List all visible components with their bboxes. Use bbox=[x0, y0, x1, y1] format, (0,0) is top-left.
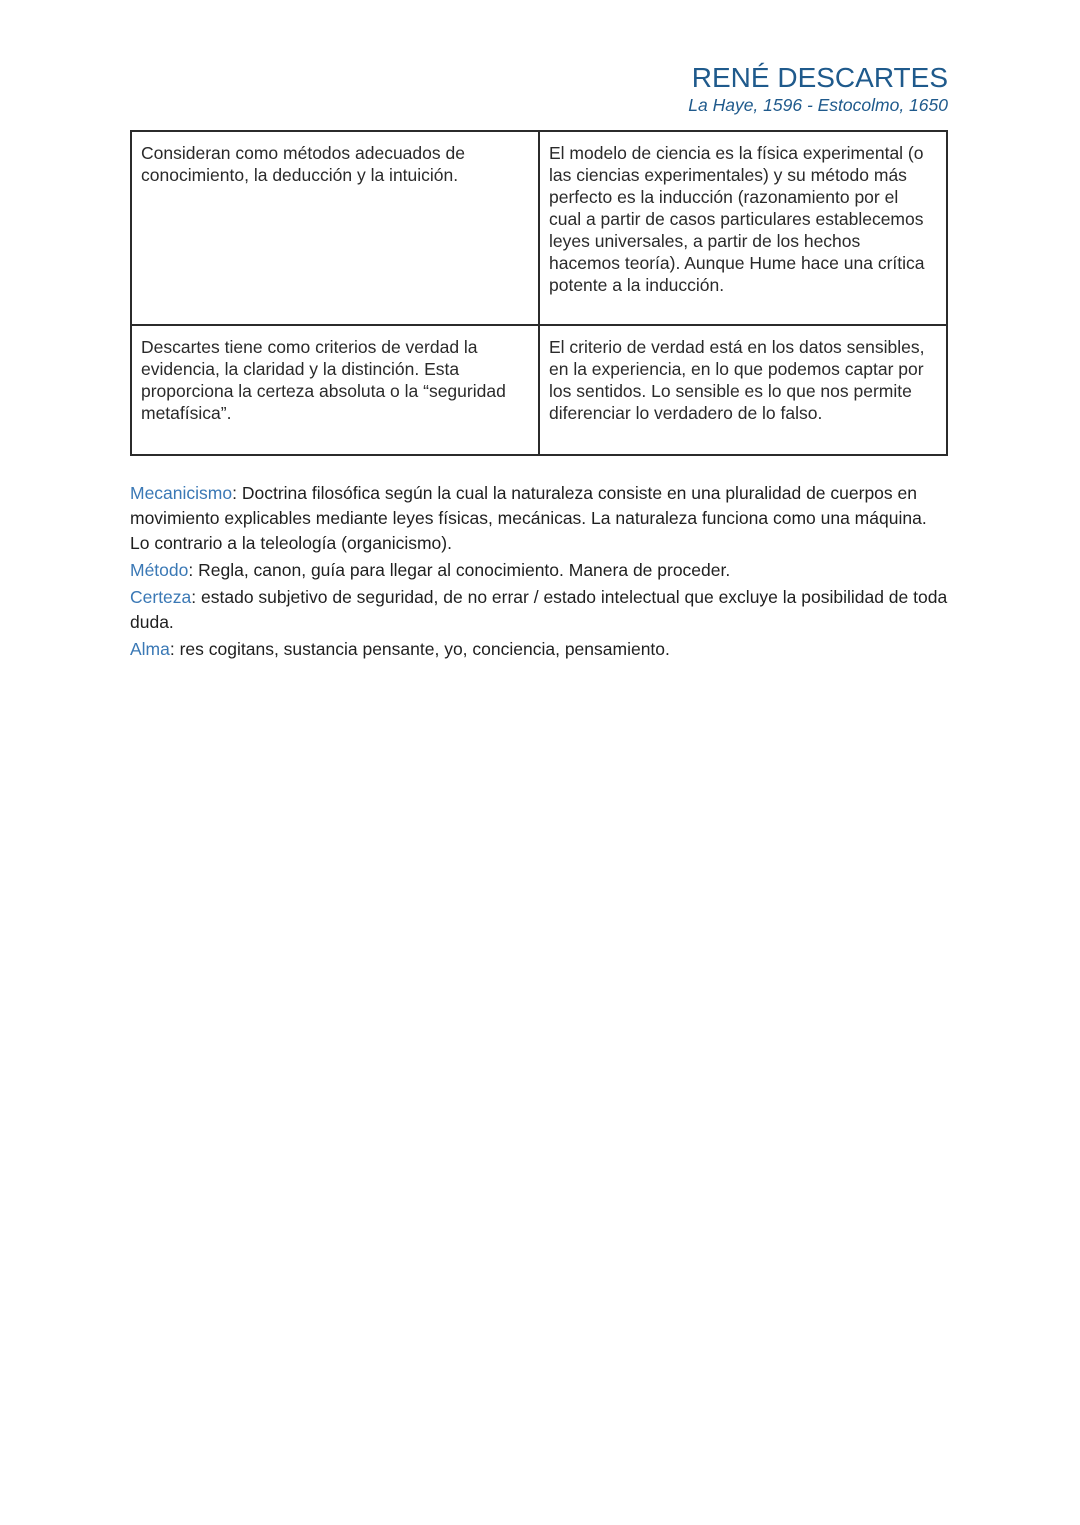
definition-term: Mecanicismo bbox=[130, 483, 233, 503]
page-title: RENÉ DESCARTES bbox=[691, 62, 948, 93]
definition-item bbox=[130, 585, 950, 635]
definition-item bbox=[130, 481, 950, 556]
definition-term: Certeza bbox=[130, 587, 192, 607]
table-cell-right: El criterio de verdad está en los datos sensibles, en la experiencia, en lo que podemos captar por los sentidos. Lo sensible es lo que nos permite diferenciar lo verdadero de lo falso. bbox=[539, 325, 947, 455]
table-cell-left: Consideran como métodos adecuados de conocimiento, la deducción y la intuición. bbox=[131, 131, 539, 325]
table-row bbox=[131, 131, 947, 325]
definitions-list bbox=[130, 481, 950, 664]
table-cell-left: Descartes tiene como criterios de verdad la evidencia, la claridad y la distinción. Esta proporciona la certeza absoluta o la “seguridad metafísica”. bbox=[131, 325, 539, 455]
comparison-table bbox=[130, 130, 948, 456]
table-cell-right: El modelo de ciencia es la física experimental (o las ciencias experimentales) y su método más perfecto es la inducción (razonamiento por el cual a partir de casos particulares establecemos leyes universales, a partir de los hechos hacemos teoría). Aunque Hume hace una crítica potente a la inducción. bbox=[539, 131, 947, 325]
definition-text: : Regla, canon, guía para llegar al conocimiento. Manera de proceder. bbox=[188, 560, 731, 580]
definition-item bbox=[130, 558, 950, 583]
definition-text: : res cogitans, sustancia pensante, yo, conciencia, pensamiento. bbox=[169, 639, 670, 659]
definition-item bbox=[130, 637, 950, 662]
definition-text: : Doctrina filosófica según la cual la naturaleza consiste en una pluralidad de cuerpos en movimiento explicables mediante leyes físicas, mecánicas. La naturaleza funciona como una máquina. Lo contrario a la teleología (organicismo). bbox=[130, 483, 927, 553]
page-header bbox=[688, 62, 948, 116]
page-subtitle: La Haye, 1596 - Estocolmo, 1650 bbox=[688, 95, 948, 115]
definition-text: : estado subjetivo de seguridad, de no errar / estado intelectual que excluye la posibilidad de toda duda. bbox=[130, 587, 948, 632]
definition-term: Método bbox=[130, 560, 189, 580]
definition-term: Alma bbox=[130, 639, 170, 659]
table-row bbox=[131, 325, 947, 455]
